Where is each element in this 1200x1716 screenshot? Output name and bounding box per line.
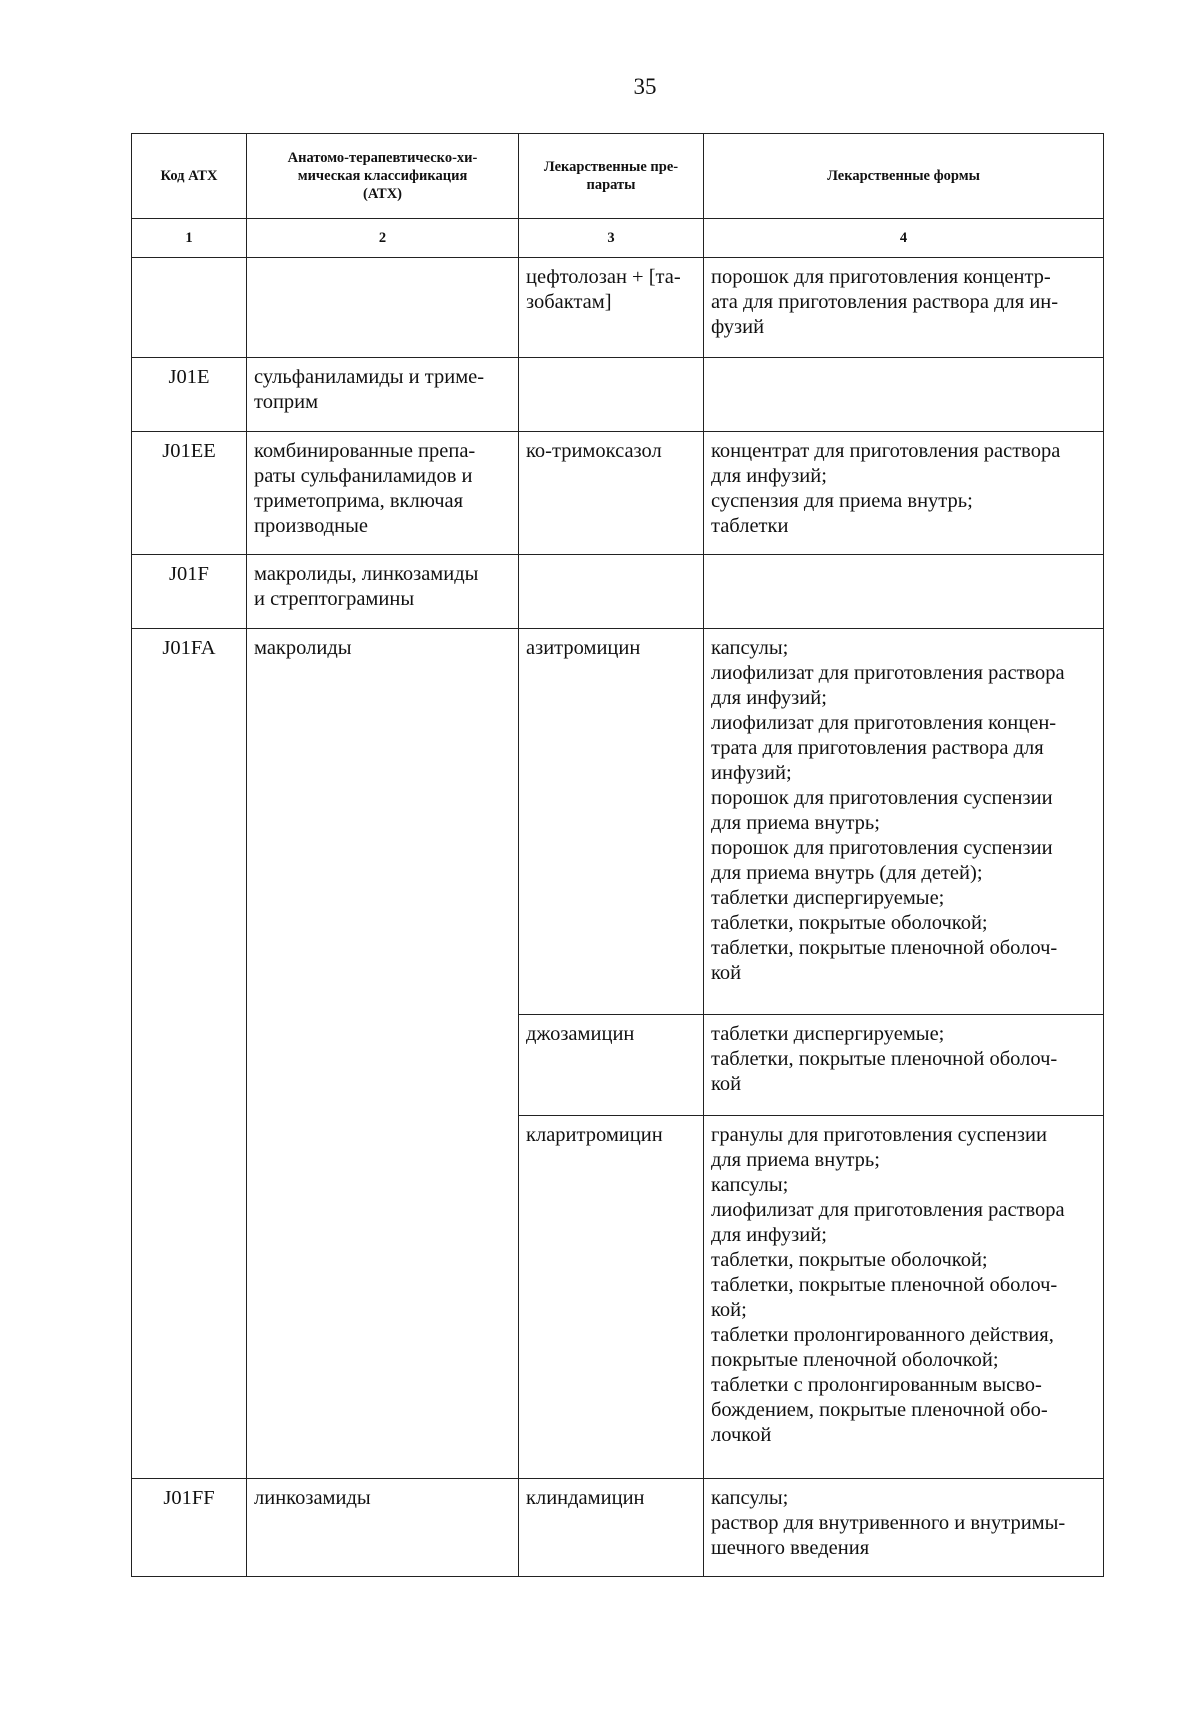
table-row [132,1479,1104,1577]
table-row [132,555,1104,629]
table-row [132,358,1104,432]
column-number-row [132,219,1104,258]
header-drugs: Лекарственные пре- параты [519,134,704,219]
column-number: 4 [704,219,1104,258]
classification-cell: комбинированные препа- раты сульфаниламидов и триметоприма, включая производные [247,432,519,555]
atc-drug-table [131,133,1104,1577]
drug-cell: ко-тримоксазол [519,432,704,555]
classification-cell: макролиды, линкозамиды и стрептограмины [247,555,519,629]
drug-cell: клиндамицин [519,1479,704,1577]
column-number: 3 [519,219,704,258]
table-row [132,258,1104,358]
forms-cell [704,555,1104,629]
atc-code-cell [132,258,247,358]
forms-cell: порошок для приготовления концентр- ата для приготовления раствора для ин- фузий [704,258,1104,358]
page-number: 35 [633,74,657,99]
classification-cell [247,258,519,358]
forms-cell: капсулы; раствор для внутривенного и внутримы- шечного введения [704,1479,1104,1577]
header-row [132,134,1104,219]
atc-code-cell: J01FF [132,1479,247,1577]
forms-cell: концентрат для приготовления раствора для инфузий; суспензия для приема внутрь; таблетки [704,432,1104,555]
forms-cell: таблетки диспергируемые; таблетки, покрытые пленочной оболоч- кой [704,1015,1104,1116]
drug-cell [519,358,704,432]
forms-cell: гранулы для приготовления суспензии для приема внутрь; капсулы; лиофилизат для приготовления раствора для инфузий; таблетки, покрытые оболочкой; таблетки, покрытые пленочной оболоч- кой; таблетки пролонгированного действия, покрытые пленочной оболочкой; таблетки с пролонгированным высво- бождением, покрытые пленочной обо- лочкой [704,1116,1104,1479]
atc-code-cell: J01E [132,358,247,432]
drug-cell: джозамицин [519,1015,704,1116]
forms-cell: капсулы; лиофилизат для приготовления раствора для инфузий; лиофилизат для приготовления концен- трата для приготовления раствора для инфузий; порошок для приготовления суспензии для приема внутрь; порошок для приготовления суспензии для приема внутрь (для детей); таблетки диспергируемые; таблетки, покрытые оболочкой; таблетки, покрытые пленочной оболоч- кой [704,629,1104,1015]
table-row [132,432,1104,555]
atc-code-cell: J01F [132,555,247,629]
drug-cell: азитромицин [519,629,704,1015]
column-number: 1 [132,219,247,258]
forms-cell [704,358,1104,432]
header-atc-classification: Анатомо-терапевтическо-хи- мическая классификация (АТХ) [247,134,519,219]
header-dosage-forms: Лекарственные формы [704,134,1104,219]
classification-cell: сульфаниламиды и триме- топрим [247,358,519,432]
atc-code-cell: J01EE [132,432,247,555]
drug-cell: кларитромицин [519,1116,704,1479]
atc-code-cell: J01FA [132,629,247,1479]
drug-cell: цефтолозан + [та- зобактам] [519,258,704,358]
column-number: 2 [247,219,519,258]
header-atc-code: Код АТХ [132,134,247,219]
classification-cell: линкозамиды [247,1479,519,1577]
classification-cell: макролиды [247,629,519,1479]
drug-cell [519,555,704,629]
table-row [132,629,1104,1015]
